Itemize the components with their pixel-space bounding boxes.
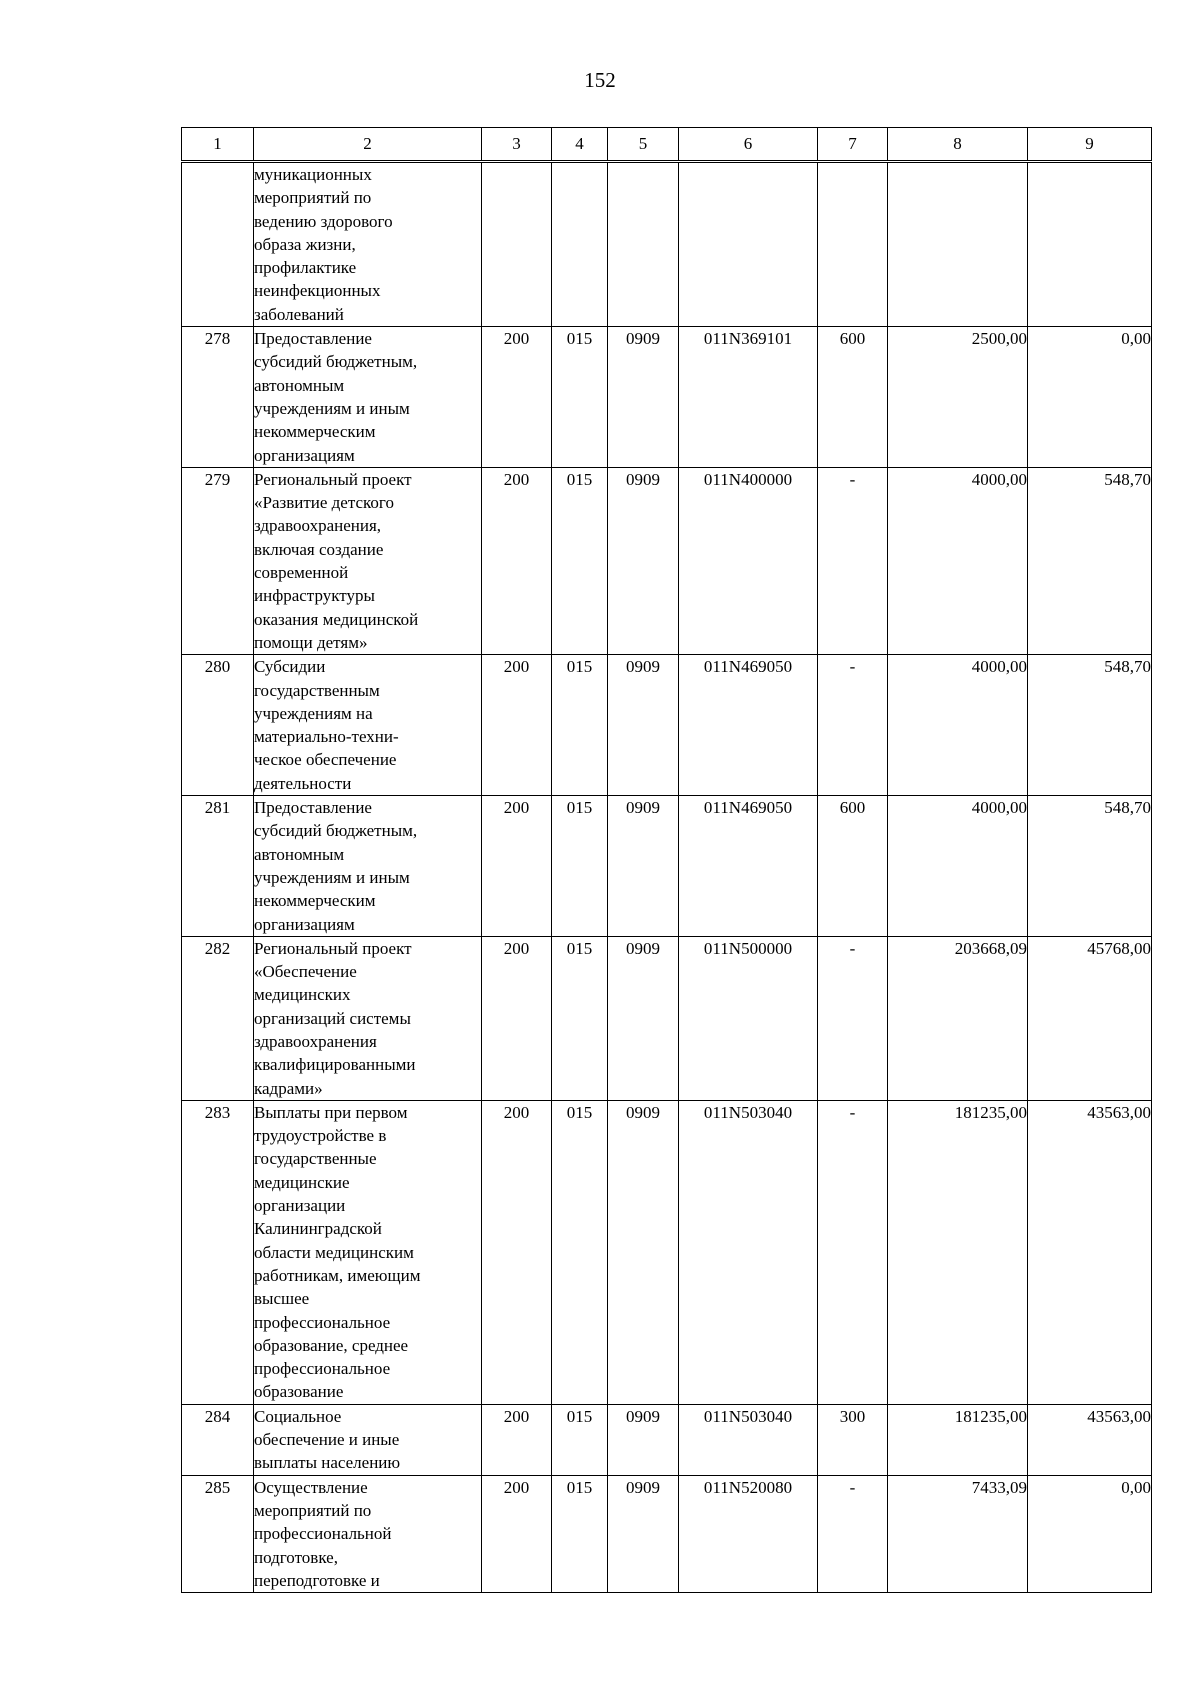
amount-cell: 4000,00 xyxy=(888,655,1028,796)
header-cell: 2 xyxy=(254,128,482,162)
section-code-cell: 0909 xyxy=(608,936,679,1100)
row-name-line: организациям xyxy=(254,914,355,934)
admin-code-cell: 200 xyxy=(482,327,552,468)
amount-cell: 7433,09 xyxy=(888,1475,1028,1592)
row-name-line: организациям xyxy=(254,445,355,465)
row-name-line: здравоохранения, xyxy=(254,516,382,536)
header-cell: 3 xyxy=(482,128,552,162)
admin-code-cell: 200 xyxy=(482,936,552,1100)
target-article-cell xyxy=(679,162,818,327)
amount-cell: 43563,00 xyxy=(1028,1404,1152,1475)
row-name-cell xyxy=(254,1100,482,1404)
target-article-cell: 011N500000 xyxy=(679,936,818,1100)
row-name-line: организации xyxy=(254,1196,346,1216)
page-number: 152 xyxy=(584,68,616,92)
amount-cell: 181235,00 xyxy=(888,1100,1028,1404)
row-name-line: квалифицированными xyxy=(254,1055,416,1075)
amount-cell: 548,70 xyxy=(1028,467,1152,654)
row-name-line: муникационных xyxy=(254,165,372,184)
row-name-line: здравоохранения xyxy=(254,1031,377,1051)
row-name-line: автономным xyxy=(254,844,345,864)
ministry-code-cell: 015 xyxy=(552,796,608,937)
row-name-line: образование, среднее xyxy=(254,1335,409,1355)
row-name-line: деятельности xyxy=(254,773,352,793)
row-name-line: образа жизни, xyxy=(254,234,356,254)
row-name-line: работникам, имеющим xyxy=(254,1265,421,1285)
section-code-cell: 0909 xyxy=(608,1404,679,1475)
row-name-line: Субсидии xyxy=(254,657,326,677)
row-number-cell: 280 xyxy=(182,655,254,796)
expense-type-cell: - xyxy=(818,1475,888,1592)
row-name-cell xyxy=(254,655,482,796)
row-name-line: государственные xyxy=(254,1149,377,1169)
row-name-line: подготовке, xyxy=(254,1547,338,1567)
row-name-line: государственным xyxy=(254,680,380,700)
admin-code-cell: 200 xyxy=(482,1404,552,1475)
row-name-line: Региональный проект xyxy=(254,469,412,489)
row-name-line: профессиональной xyxy=(254,1524,392,1544)
table-row xyxy=(182,936,1152,1100)
amount-cell xyxy=(888,162,1028,327)
row-name-line: профессиональное xyxy=(254,1359,391,1379)
table-body xyxy=(182,162,1152,1593)
section-code-cell: 0909 xyxy=(608,1475,679,1592)
row-name-line: автономным xyxy=(254,375,345,395)
amount-cell: 0,00 xyxy=(1028,1475,1152,1592)
row-name-line: переподготовке и xyxy=(254,1570,380,1590)
row-name-line: медицинские xyxy=(254,1172,350,1192)
row-number-cell: 278 xyxy=(182,327,254,468)
row-name-cell xyxy=(254,936,482,1100)
row-name-line: современной xyxy=(254,563,349,583)
ministry-code-cell: 015 xyxy=(552,655,608,796)
target-article-cell: 011N469050 xyxy=(679,796,818,937)
amount-cell: 2500,00 xyxy=(888,327,1028,468)
table-row xyxy=(182,1404,1152,1475)
row-name-cell xyxy=(254,796,482,937)
row-name-line: мероприятий по xyxy=(254,188,372,208)
section-code-cell: 0909 xyxy=(608,1100,679,1404)
row-name-line: заболеваний xyxy=(254,304,344,324)
row-name-cell xyxy=(254,467,482,654)
section-code-cell: 0909 xyxy=(608,796,679,937)
row-name-line: «Обеспечение xyxy=(254,962,357,982)
amount-cell: 548,70 xyxy=(1028,655,1152,796)
ministry-code-cell: 015 xyxy=(552,467,608,654)
row-name-line: Выплаты при первом xyxy=(254,1102,408,1122)
expense-type-cell: 300 xyxy=(818,1404,888,1475)
expense-type-cell: 600 xyxy=(818,327,888,468)
row-number-cell: 283 xyxy=(182,1100,254,1404)
row-name-line: выплаты населению xyxy=(254,1453,401,1473)
admin-code-cell: 200 xyxy=(482,796,552,937)
row-name-line: учреждениям на xyxy=(254,703,373,723)
row-number-cell: 285 xyxy=(182,1475,254,1592)
table-row xyxy=(182,1475,1152,1592)
header-cell: 6 xyxy=(679,128,818,162)
row-name-line: трудоустройстве в xyxy=(254,1126,387,1146)
ministry-code-cell: 015 xyxy=(552,1404,608,1475)
row-name-line: неинфекционных xyxy=(254,281,381,301)
table-header xyxy=(182,128,1152,162)
row-number-cell: 281 xyxy=(182,796,254,937)
section-code-cell: 0909 xyxy=(608,327,679,468)
row-name-cell xyxy=(254,162,482,327)
row-name-line: организаций системы xyxy=(254,1008,411,1028)
expense-type-cell: 600 xyxy=(818,796,888,937)
ministry-code-cell: 015 xyxy=(552,936,608,1100)
ministry-code-cell xyxy=(552,162,608,327)
row-name-line: Калининградской xyxy=(254,1219,382,1239)
row-name-line: некоммерческим xyxy=(254,891,376,911)
expense-type-cell xyxy=(818,162,888,327)
amount-cell: 0,00 xyxy=(1028,327,1152,468)
row-name-line: Осуществление xyxy=(254,1477,368,1497)
expense-type-cell: - xyxy=(818,1100,888,1404)
header-row xyxy=(182,128,1152,162)
amount-cell: 4000,00 xyxy=(888,467,1028,654)
admin-code-cell xyxy=(482,162,552,327)
amount-cell: 548,70 xyxy=(1028,796,1152,937)
target-article-cell: 011N520080 xyxy=(679,1475,818,1592)
admin-code-cell: 200 xyxy=(482,467,552,654)
table-row xyxy=(182,162,1152,327)
row-name-line: включая создание xyxy=(254,539,384,559)
table-row xyxy=(182,327,1152,468)
row-name-line: субсидий бюджетным, xyxy=(254,352,418,372)
row-name-line: обеспечение и иные xyxy=(254,1430,400,1450)
section-code-cell: 0909 xyxy=(608,655,679,796)
section-code-cell xyxy=(608,162,679,327)
header-cell: 9 xyxy=(1028,128,1152,162)
admin-code-cell: 200 xyxy=(482,1475,552,1592)
row-name-line: образование xyxy=(254,1382,344,1402)
budget-table xyxy=(181,127,1152,1593)
row-number-cell: 279 xyxy=(182,467,254,654)
header-cell: 5 xyxy=(608,128,679,162)
row-name-cell xyxy=(254,327,482,468)
header-cell: 7 xyxy=(818,128,888,162)
admin-code-cell: 200 xyxy=(482,1100,552,1404)
row-name-line: инфраструктуры xyxy=(254,586,375,606)
amount-cell: 203668,09 xyxy=(888,936,1028,1100)
row-name-line: Предоставление xyxy=(254,329,372,349)
row-name-line: Предоставление xyxy=(254,798,372,818)
header-cell: 4 xyxy=(552,128,608,162)
row-name-line: профилактике xyxy=(254,258,357,278)
section-code-cell: 0909 xyxy=(608,467,679,654)
target-article-cell: 011N503040 xyxy=(679,1404,818,1475)
row-name-line: Социальное xyxy=(254,1406,342,1426)
row-name-line: учреждениям и иным xyxy=(254,867,410,887)
header-cell: 8 xyxy=(888,128,1028,162)
row-name-line: Региональный проект xyxy=(254,938,412,958)
ministry-code-cell: 015 xyxy=(552,1100,608,1404)
amount-cell xyxy=(1028,162,1152,327)
row-name-line: медицинских xyxy=(254,985,351,1005)
row-name-line: кадрами» xyxy=(254,1078,323,1098)
row-name-cell xyxy=(254,1404,482,1475)
target-article-cell: 011N400000 xyxy=(679,467,818,654)
row-name-line: «Развитие детского xyxy=(254,493,394,513)
row-name-line: некоммерческим xyxy=(254,422,376,442)
row-name-line: профессиональное xyxy=(254,1312,391,1332)
ministry-code-cell: 015 xyxy=(552,327,608,468)
row-name-cell xyxy=(254,1475,482,1592)
expense-type-cell: - xyxy=(818,655,888,796)
amount-cell: 181235,00 xyxy=(888,1404,1028,1475)
row-name-line: области медицинским xyxy=(254,1242,414,1262)
table-row xyxy=(182,1100,1152,1404)
target-article-cell: 011N503040 xyxy=(679,1100,818,1404)
amount-cell: 45768,00 xyxy=(1028,936,1152,1100)
row-number-cell: 284 xyxy=(182,1404,254,1475)
row-name-line: мероприятий по xyxy=(254,1500,372,1520)
header-cell: 1 xyxy=(182,128,254,162)
row-number-cell xyxy=(182,162,254,327)
row-name-line: оказания медицинской xyxy=(254,609,419,629)
admin-code-cell: 200 xyxy=(482,655,552,796)
ministry-code-cell: 015 xyxy=(552,1475,608,1592)
row-number-cell: 282 xyxy=(182,936,254,1100)
amount-cell: 43563,00 xyxy=(1028,1100,1152,1404)
table-row xyxy=(182,796,1152,937)
row-name-line: помощи детям» xyxy=(254,632,368,652)
amount-cell: 4000,00 xyxy=(888,796,1028,937)
table-row xyxy=(182,655,1152,796)
expense-type-cell: - xyxy=(818,467,888,654)
row-name-line: учреждениям и иным xyxy=(254,398,410,418)
row-name-line: субсидий бюджетным, xyxy=(254,821,418,841)
row-name-line: ведению здорового xyxy=(254,211,393,231)
table-row xyxy=(182,467,1152,654)
row-name-line: материально-техни- xyxy=(254,727,399,747)
target-article-cell: 011N369101 xyxy=(679,327,818,468)
row-name-line: высшее xyxy=(254,1289,310,1309)
expense-type-cell: - xyxy=(818,936,888,1100)
row-name-line: ческое обеспечение xyxy=(254,750,397,770)
target-article-cell: 011N469050 xyxy=(679,655,818,796)
